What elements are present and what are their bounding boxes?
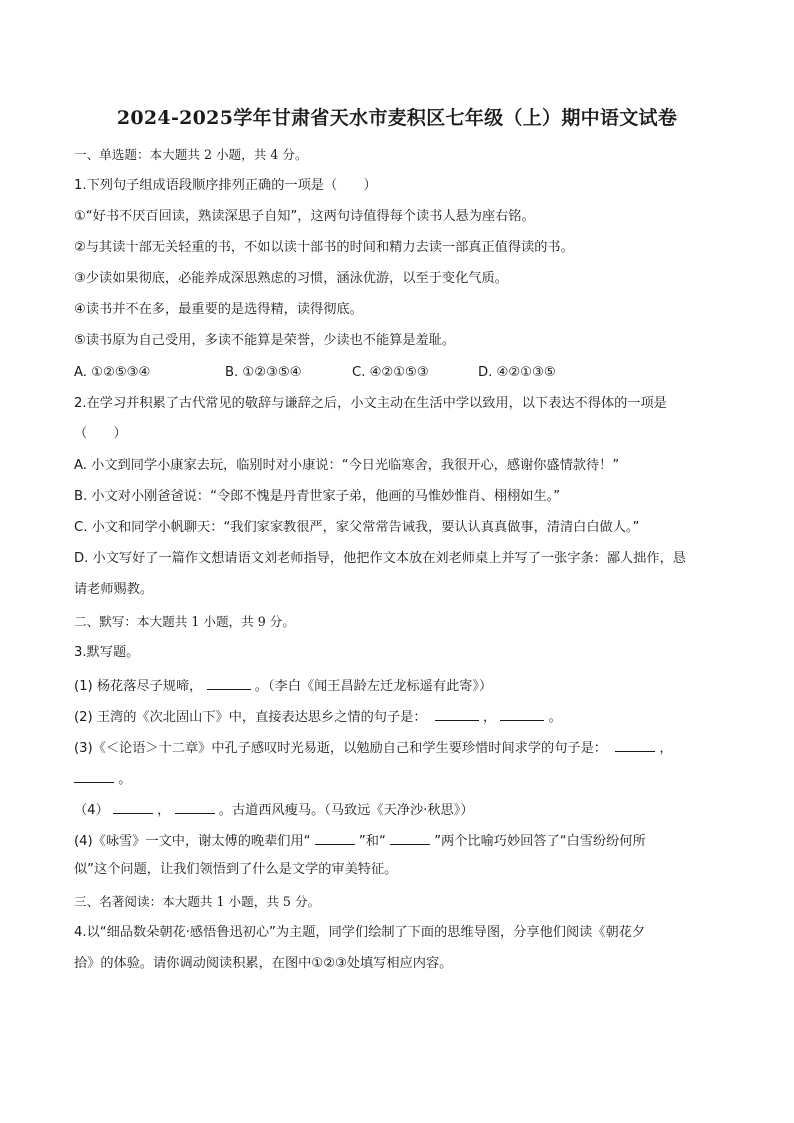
part-2-comma: ， — [482, 710, 497, 725]
part-3-text-before: (3)《＜论语＞十二章》中孔子感叹时光易逝，以勉励自己和学生要珍惜时间求学的句子是： — [74, 741, 607, 756]
question-3-part-3-continued — [74, 768, 131, 789]
question-3-part-1 — [74, 675, 492, 696]
question-1-option-a: A. ①②⑤③④ — [74, 365, 151, 380]
part-2-period: 。 — [548, 710, 562, 725]
section-heading-classic-reading: 三、名著阅读：本大题共 1 小题，共 5 分。 — [74, 894, 321, 909]
answer-blank[interactable] — [74, 768, 114, 783]
question-2-option-d: D. 小文写好了一篇作文想请语文刘老师指导，他把作文本放在刘老师桌上并写了一张字条：鄙人拙作，恳 — [74, 551, 686, 566]
part-1-text-before: (1) 杨花落尽子规啼， — [74, 679, 203, 694]
question-3-part-3 — [74, 737, 673, 758]
question-2-stem: 2.在学习并积累了古代常见的敬辞与谦辞之后，小文主动在生活中学以致用，以下表达不得体的一项是 — [74, 396, 667, 411]
question-2-option-c: C. 小文和同学小帆聊天：“我们家家教很严，家父常常告诫我，要认认真真做事，清清白白做人。” — [74, 520, 640, 535]
section-heading-dictation: 二、默写：本大题共 1 小题，共 9 分。 — [74, 614, 295, 629]
question-2-stem-bracket: （ ） — [74, 426, 127, 441]
question-1-option-d: D. ④②①③⑤ — [478, 365, 556, 380]
answer-blank[interactable] — [113, 799, 153, 814]
question-2-option-a: A. 小文到同学小康家去玩，临别时对小康说：“今日光临寒舍，我很开心，感谢你盛情款待！” — [74, 458, 620, 473]
question-1-sentence-3: ③少读如果彻底，必能养成深思熟虑的习惯，涵泳优游，以至于变化气质。 — [74, 271, 508, 286]
question-2-option-d-continued: 请老师赐教。 — [74, 582, 154, 597]
part-3-period: 。 — [118, 772, 132, 787]
part-5-text-after: ”两个比喻巧妙回答了“白雪纷纷何所 — [434, 834, 646, 849]
question-1-sentence-1: ①“好书不厌百回读，熟读深思子自知”，这两句诗值得每个读书人悬为座右铭。 — [74, 209, 535, 224]
question-1-sentence-5: ⑤读书原为自己受用，多读不能算是荣誉，少读也不能算是羞耻。 — [74, 333, 456, 348]
question-2-option-b: B. 小文对小刚爸爸说：“令郎不愧是丹青世家子弟，他画的马惟妙惟肖、栩栩如生。” — [74, 489, 561, 504]
question-1-sentence-4: ④读书并不在多，最重要的是选得精，读得彻底。 — [74, 302, 363, 317]
part-4-label: （4） — [74, 803, 109, 818]
question-3-stem: 3.默写题。 — [74, 645, 140, 660]
answer-blank[interactable] — [315, 830, 355, 845]
answer-blank[interactable] — [390, 830, 430, 845]
part-5-text-before: (4)《咏雪》一文中，谢太傅的晚辈们用“ — [74, 834, 311, 849]
part-4-text-after: 。古道西风瘦马。（马致远《天净沙·秋思》） — [218, 803, 474, 818]
part-2-text-before: (2) 王湾的《次北固山下》中，直接表达思乡之情的句子是： — [74, 710, 427, 725]
part-1-text-after: 。（李白《闻王昌龄左迁龙标遥有此寄》） — [254, 679, 493, 694]
question-3-part-5 — [74, 830, 646, 851]
answer-blank[interactable] — [207, 675, 251, 690]
question-1-option-b: B. ①②③⑤④ — [225, 365, 302, 380]
answer-blank[interactable] — [175, 799, 215, 814]
section-heading-single-choice: 一、单选题：本大题共 2 小题，共 4 分。 — [74, 147, 308, 162]
question-1-sentence-2: ②与其读十部无关轻重的书，不如以读十部书的时间和精力去读一部真正值得读的书。 — [74, 240, 574, 255]
answer-blank[interactable] — [435, 706, 479, 721]
part-3-comma: ， — [659, 741, 673, 756]
part-5-text-middle: ”和“ — [358, 834, 386, 849]
answer-blank[interactable] — [615, 737, 655, 752]
question-4-stem: 4.以“细品数朵朝花·感悟鲁迅初心”为主题，同学们绘制了下面的思维导图，分享他们阅读《朝花夕 — [74, 925, 646, 940]
question-1-stem: 1.下列句子组成语段顺序排列正确的一项是（ ） — [74, 178, 377, 193]
question-3-part-2 — [74, 706, 562, 727]
question-4-stem-continued: 拾》的体验。请你调动阅读积累，在图中①②③处填写相应内容。 — [74, 956, 453, 971]
exam-title: 2024-2025学年甘肃省天水市麦积区七年级（上）期中语文试卷 — [116, 107, 678, 129]
question-1-option-c: C. ④②①⑤③ — [352, 365, 429, 380]
part-4-comma: ， — [157, 803, 171, 818]
question-3-part-5-continued: 似”这个问题，让我们领悟到了什么是文学的审美特征。 — [74, 862, 398, 877]
question-3-part-4 — [74, 799, 474, 820]
answer-blank[interactable] — [500, 706, 544, 721]
